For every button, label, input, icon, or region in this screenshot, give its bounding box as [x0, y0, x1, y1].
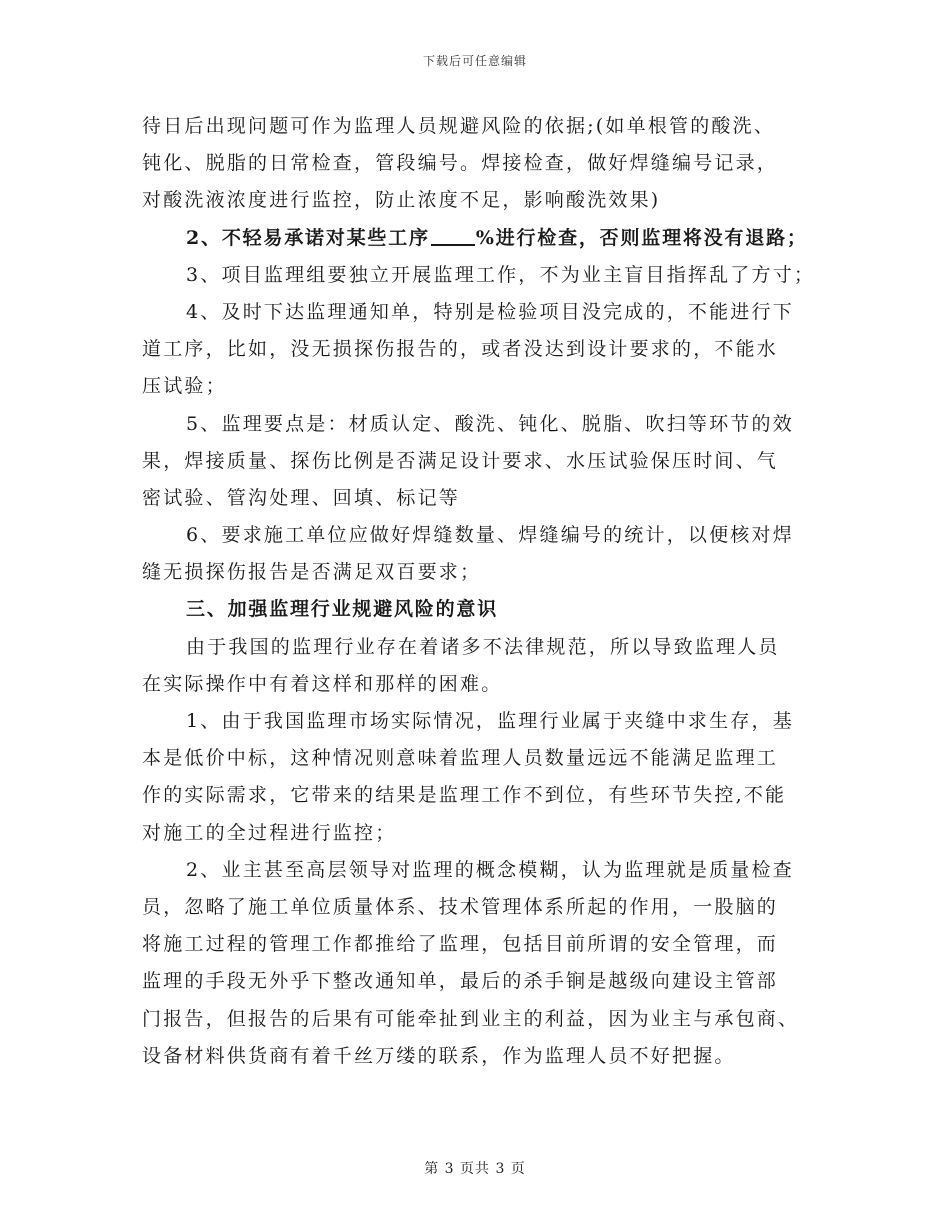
point-1-line: 本是低价中标，这种情况则意味着监理人员数量远远不能满足监理工: [142, 747, 779, 770]
item-2: [142, 220, 810, 257]
item-3: 3、项目监理组要独立开展监理工作，不为业主盲目指挥乱了方寸；: [186, 263, 816, 286]
page-header: 下载后可任意编辑: [422, 54, 527, 68]
point-2-line: 门报告，但报告的后果有可能牵扯到业主的利益，因为业主与承包商、: [142, 1007, 800, 1030]
text-line: 待日后出现问题可作为监理人员规避风险的依据;(如单根管的酸洗、: [142, 115, 776, 137]
intro-line: 在实际操作中有着这样和那样的困难。: [142, 672, 503, 695]
blank-underline: [431, 224, 475, 246]
item-4-line: 道工序，比如，没无损探伤报告的，或者没达到设计要求的，不能水: [142, 338, 779, 361]
item-6-line: 6、要求施工单位应做好焊缝数量、焊缝编号的统计，以便核对焊: [186, 524, 794, 547]
intro-line: 由于我国的监理行业存在着诸多不法律规范，所以导致监理人员: [186, 635, 780, 658]
point-1-line: 1、由于我国监理市场实际情况，监理行业属于夹缝中求生存，基: [186, 710, 794, 732]
item-5-line: 果，焊接质量、探伤比例是否满足设计要求、水压试验保压时间、气: [142, 449, 779, 472]
point-2-line: 设备材料供货商有着千丝万缕的联系，作为监理人员不好把握。: [142, 1044, 736, 1067]
section-heading: 三、加强监理行业规避风险的意识: [186, 598, 499, 621]
point-2-line: 2、业主甚至高层领导对监理的概念模糊，认为监理就是质量检查: [186, 858, 794, 881]
item-2-text-before: 2、不轻易承诺对某些工序: [186, 226, 430, 249]
text-line: 对酸洗液浓度进行监控，防止浓度不足，影响酸洗效果): [142, 189, 661, 212]
item-5-line: 5、监理要点是：材质认定、酸洗、钝化、脱脂、吹扫等环节的效: [186, 412, 794, 435]
text-line: 钝化、脱脂的日常检查，管段编号。焊接检查，做好焊缝编号记录，: [142, 152, 779, 175]
item-2-text-after: %进行检查，否则监理将没有退路；: [475, 226, 808, 249]
point-1-line: 对施工的全过程进行监控；: [142, 821, 397, 844]
point-2-line: 将施工过程的管理工作都推给了监理，包括目前所谓的安全管理，而: [142, 933, 779, 956]
point-2-line: 监理的手段无外乎下整改通知单，最后的杀手锏是越级向建设主管部: [142, 970, 779, 993]
point-2-line: 员，忽略了施工单位质量体系、技术管理体系所起的作用，一股脑的: [142, 895, 779, 918]
item-4-line: 压试验；: [142, 375, 227, 398]
document-body: [142, 108, 816, 1075]
item-6-line: 缝无损探伤报告是否满足双百要求；: [142, 561, 482, 584]
item-5-line: 密试验、管沟处理、回填、标记等: [142, 486, 461, 509]
point-1-line: 作的实际需求，它带来的结果是监理工作不到位，有些环节失控,不能: [142, 784, 787, 807]
item-4-line: 4、及时下达监理通知单，特别是检验项目没完成的，不能进行下: [186, 300, 794, 323]
page-footer: 第 3 页共 3 页: [424, 1161, 526, 1177]
